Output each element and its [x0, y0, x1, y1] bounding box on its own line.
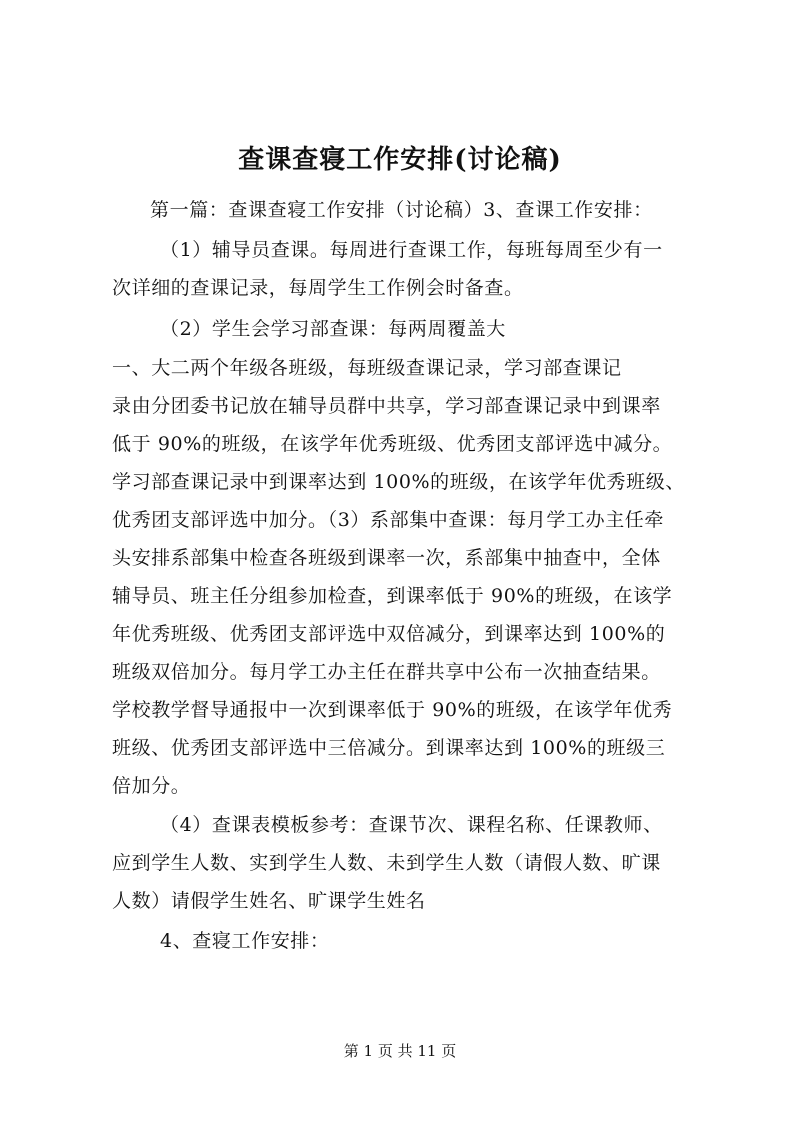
paragraph-line-10: 头安排系部集中检查各班级到课率一次，系部集中抽查中，全体	[112, 547, 661, 569]
paragraph-line-5: 一、大二两个年级各班级，每班级查课记录，学习部查课记	[112, 357, 622, 379]
paragraph-line-6: 录由分团委书记放在辅导员群中共享，学习部查课记录中到课率	[112, 395, 661, 417]
paragraph-line-16: 倍加分。	[112, 775, 191, 797]
paragraph-line-12: 年优秀班级、优秀团支部评选中双倍减分，到课率达到 100%的	[112, 623, 666, 645]
paragraph-line-19: 人数）请假学生姓名、旷课学生姓名	[112, 890, 426, 912]
paragraph-line-3: 次详细的查课记录，每周学生工作例会时备查。	[112, 277, 524, 299]
document-title: 查课查寝工作安排(讨论稿)	[238, 145, 562, 175]
paragraph-line-9: 优秀团支部评选中加分。（3）系部集中查课：每月学工办主任牵	[112, 509, 664, 531]
paragraph-line-18: 应到学生人数、实到学生人数、未到学生人数（请假人数、旷课	[112, 852, 661, 874]
paragraph-line-7: 低于 90%的班级，在该学年优秀班级、优秀团支部评选中减分。	[112, 433, 673, 455]
paragraph-line-8: 学习部查课记录中到课率达到 100%的班级，在该学年优秀班级、	[112, 471, 685, 493]
page-number-footer: 第 1 页 共 11 页	[343, 1042, 457, 1060]
paragraph-line-1: 第一篇：查课查寝工作安排（讨论稿）3、查课工作安排：	[150, 199, 653, 221]
paragraph-line-11: 辅导员、班主任分组参加检查，到课率低于 90%的班级，在该学	[112, 585, 673, 607]
paragraph-line-20: 4、查寝工作安排：	[160, 930, 330, 952]
paragraph-line-13: 班级双倍加分。每月学工办主任在群共享中公布一次抽查结果。	[112, 661, 661, 683]
paragraph-line-2: （1）辅导员查课。每周进行查课工作，每班每周至少有一	[160, 239, 663, 261]
paragraph-line-17: （4）查课表模板参考：查课节次、课程名称、任课教师、	[160, 814, 663, 836]
paragraph-line-15: 班级、优秀团支部评选中三倍减分。到课率达到 100%的班级三	[112, 737, 666, 759]
paragraph-line-4: （2）学生会学习部查课：每两周覆盖大	[160, 318, 506, 340]
paragraph-line-14: 学校教学督导通报中一次到课率低于 90%的班级，在该学年优秀	[112, 699, 673, 721]
